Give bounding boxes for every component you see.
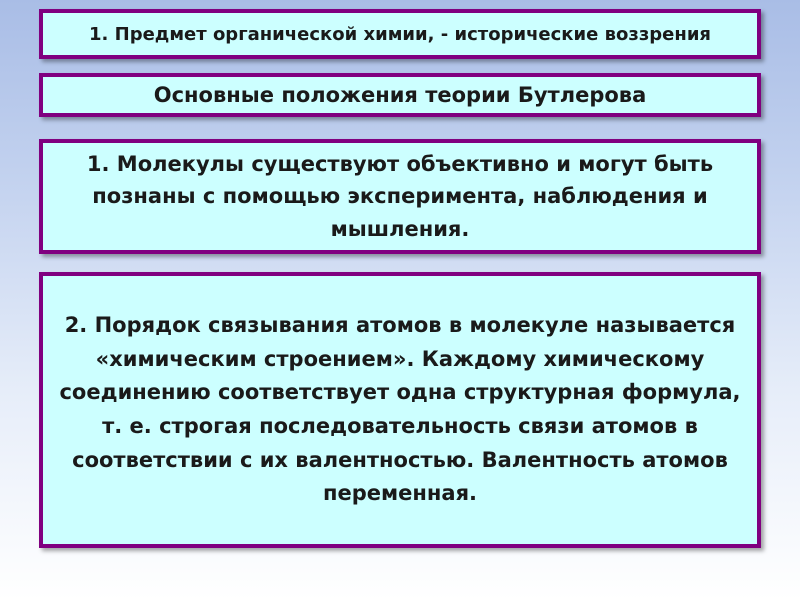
slide-title-box: [39, 9, 761, 59]
point-1-box: [39, 139, 761, 254]
point-2-box: [39, 272, 761, 548]
slide-subtitle: Основные положения теории Бутлерова: [153, 83, 647, 107]
point-1-text: 1. Молекулы существуют объективно и могут быть познаны с помощью эксперимента, наблюдения и мышления.: [86, 151, 714, 241]
slide-title: 1. Предмет органической химии, - исторические воззрения: [89, 23, 711, 45]
point-2-text: 2. Порядок связывания атомов в молекуле называется «химическим строением». Каждому химическому соединению соответствует одна структурная формула, т. е. строгая последовательность связи атомов в соответствии с их валентностью. Валентность атомов переменная.: [59, 313, 741, 506]
slide-subtitle-box: [39, 73, 761, 117]
